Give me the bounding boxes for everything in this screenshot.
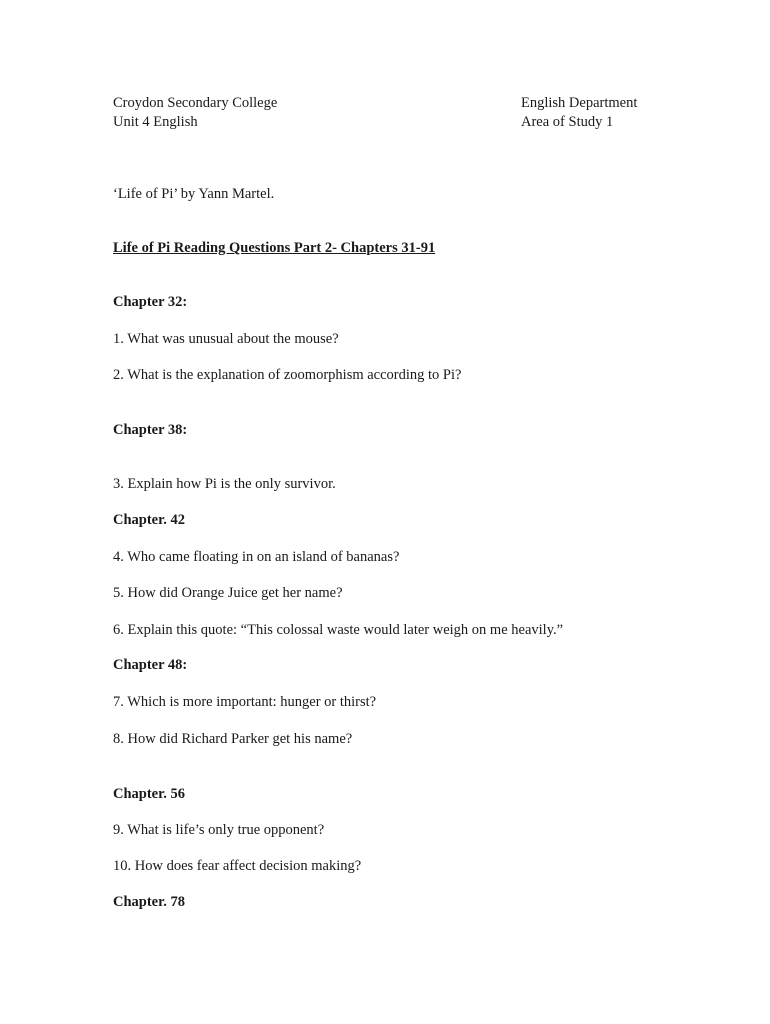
department-name: English Department xyxy=(521,95,638,111)
question-item: 1. What was unusual about the mouse? xyxy=(113,331,339,347)
question-item: 7. Which is more important: hunger or thirst? xyxy=(113,694,377,710)
area-of-study: Area of Study 1 xyxy=(521,114,614,130)
question-item: 8. How did Richard Parker get his name? xyxy=(113,731,353,747)
chapter-heading: Chapter 32: xyxy=(113,294,188,310)
question-item: 10. How does fear affect decision making? xyxy=(113,858,362,874)
book-reference: ‘Life of Pi’ by Yann Martel. xyxy=(113,186,275,202)
chapter-heading: Chapter. 78 xyxy=(113,894,185,910)
page-title: Life of Pi Reading Questions Part 2- Chapters 31-91 xyxy=(113,240,436,256)
chapter-heading: Chapter. 56 xyxy=(113,786,185,802)
chapter-heading: Chapter. 42 xyxy=(113,512,185,528)
question-item: 6. Explain this quote: “This colossal waste would later weigh on me heavily.” xyxy=(113,622,564,638)
question-item: 5. How did Orange Juice get her name? xyxy=(113,585,343,601)
question-item: 2. What is the explanation of zoomorphism according to Pi? xyxy=(113,367,462,383)
question-item: 9. What is life’s only true opponent? xyxy=(113,822,325,838)
chapter-heading: Chapter 38: xyxy=(113,422,188,438)
unit-name: Unit 4 English xyxy=(113,114,198,130)
question-item: 4. Who came floating in on an island of bananas? xyxy=(113,549,400,565)
chapter-heading: Chapter 48: xyxy=(113,657,188,673)
school-name: Croydon Secondary College xyxy=(113,95,278,111)
question-item: 3. Explain how Pi is the only survivor. xyxy=(113,476,336,492)
